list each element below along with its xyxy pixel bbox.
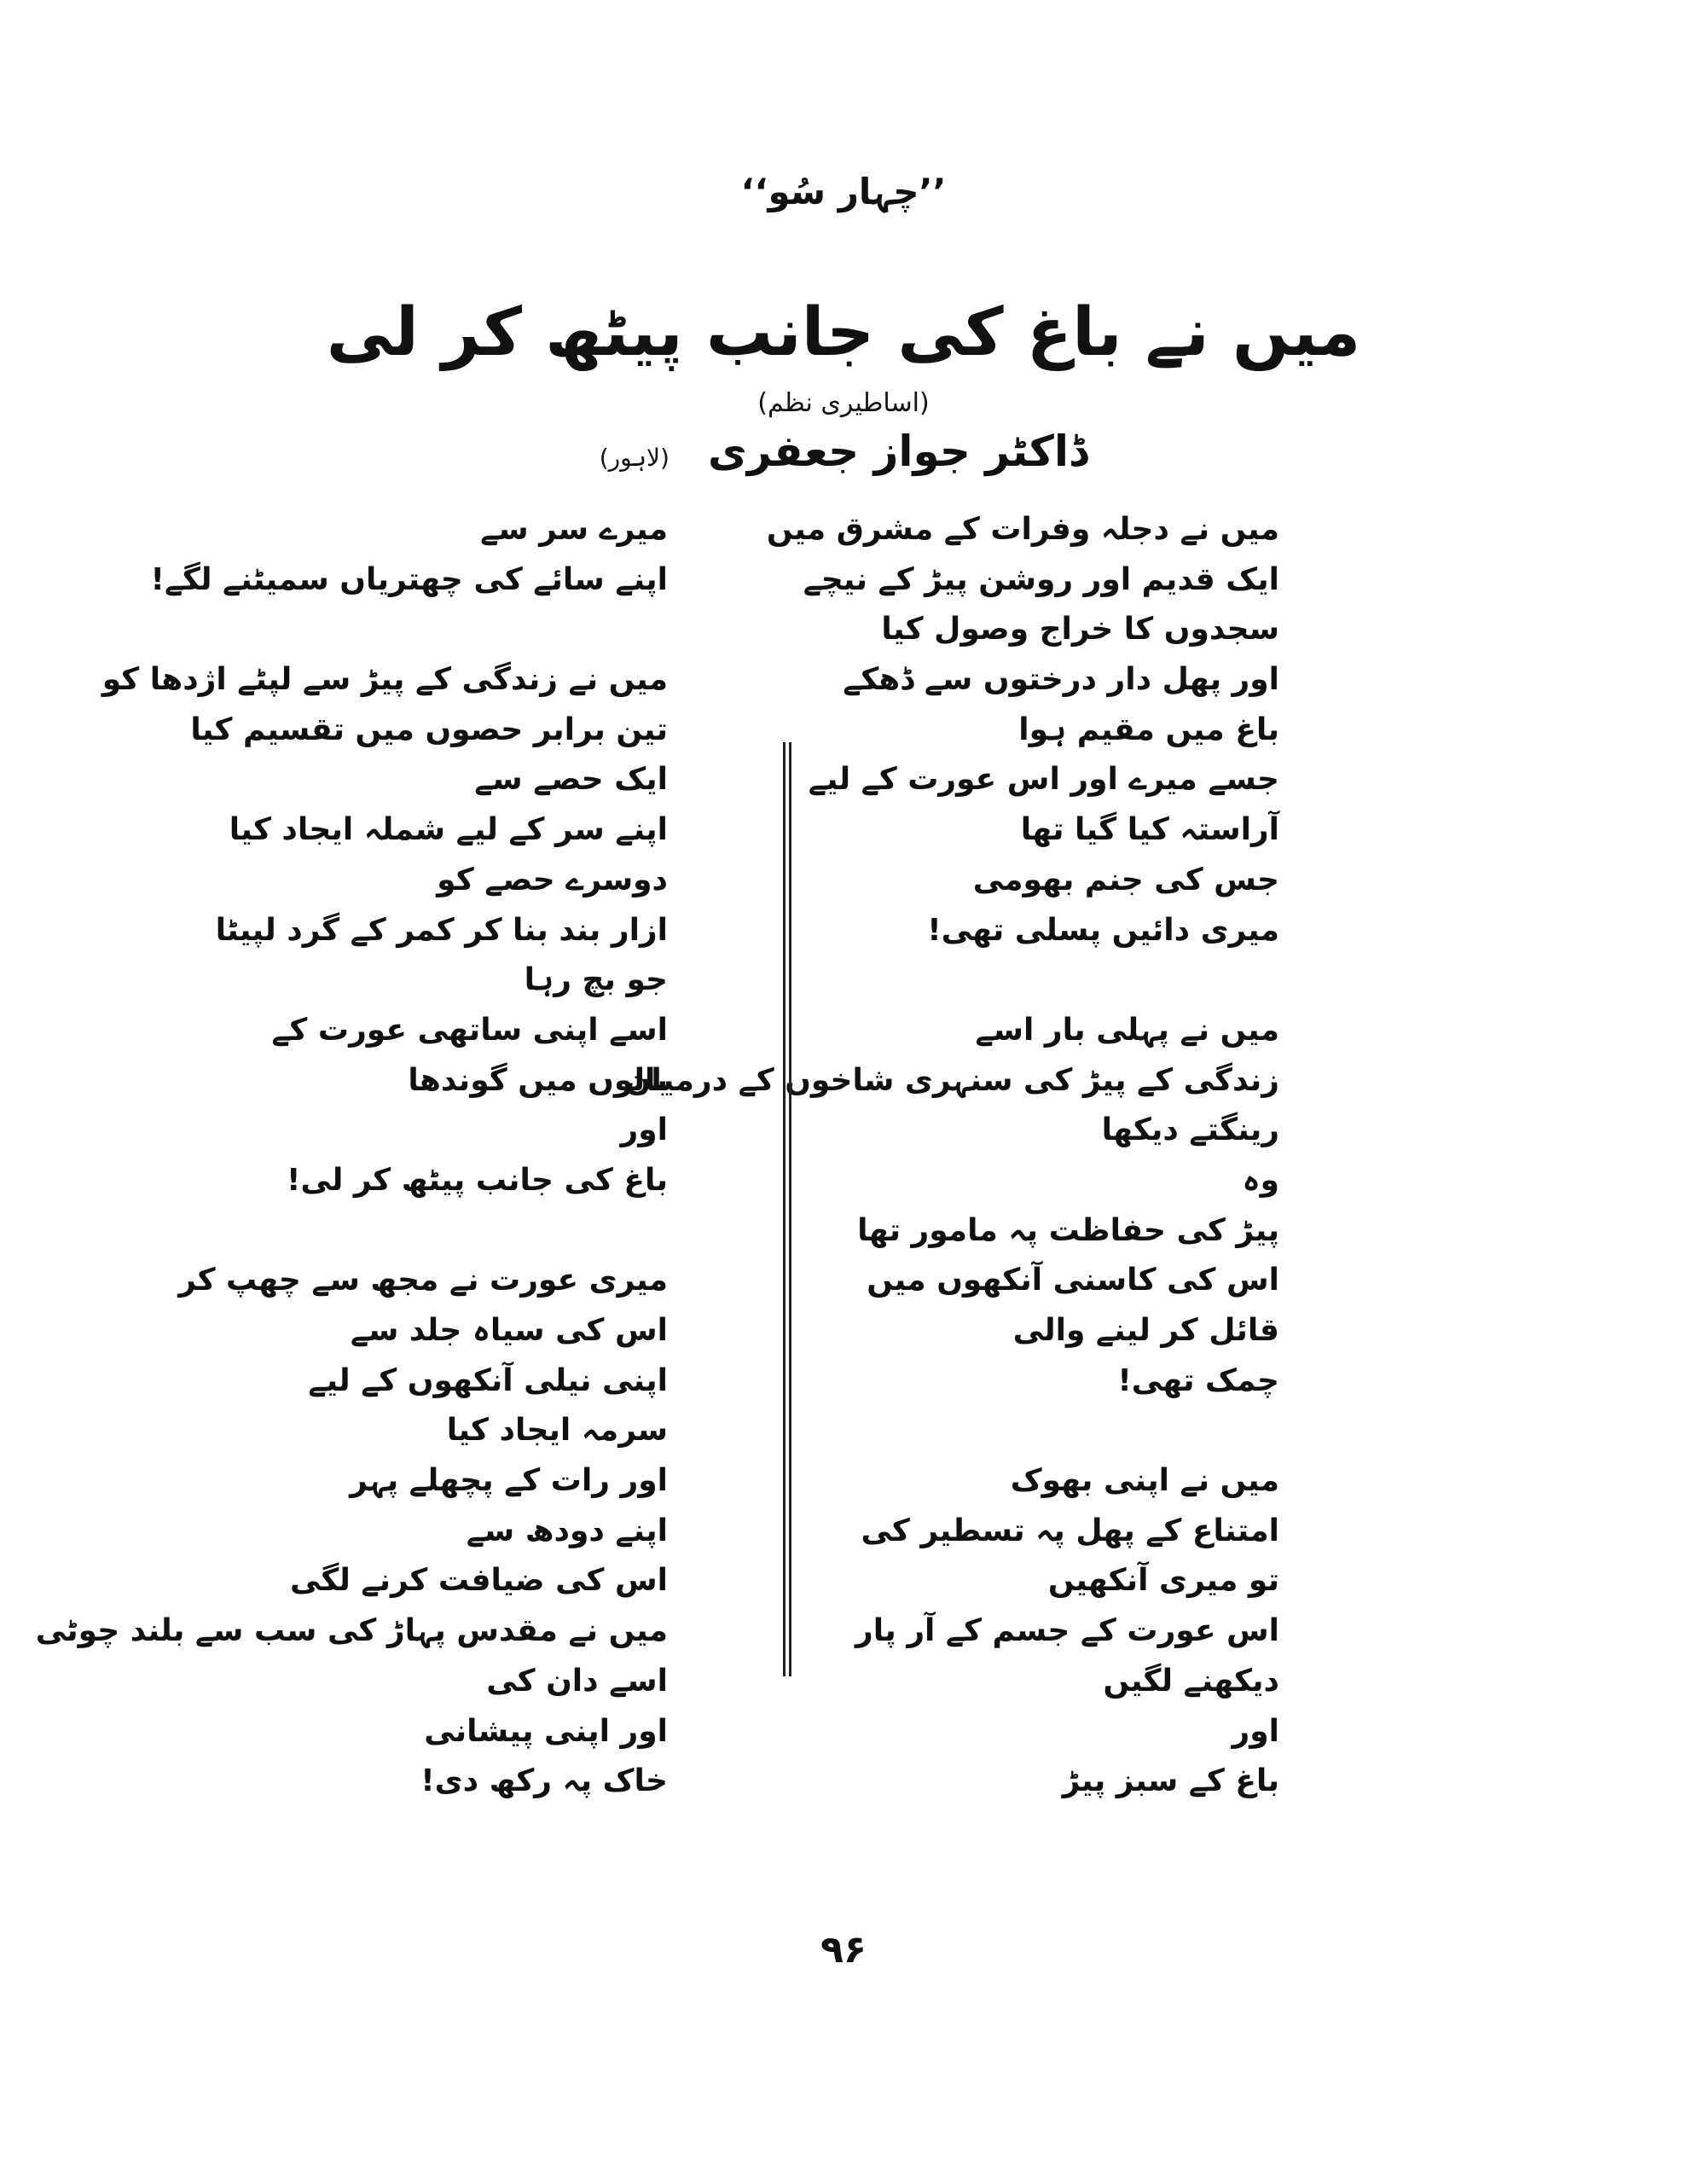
author-city: (لاہور) bbox=[599, 444, 670, 472]
poem-line: باغ کی جانب پیٹھ کر لی! bbox=[286, 1162, 668, 1198]
poem-line: آراستہ کیا گیا تھا bbox=[1020, 812, 1279, 848]
poem-line: تو میری آنکھیں bbox=[1047, 1563, 1279, 1599]
poem-line: اور bbox=[1232, 1713, 1279, 1749]
poem-line: میں نے زندگی کے پیڑ سے لپٹے اژدھا کو bbox=[101, 662, 668, 698]
poem-line: ایک حصے سے bbox=[474, 762, 668, 798]
poem-line: خاک پہ رکھ دی! bbox=[420, 1763, 668, 1799]
poem-line: زندگی کے پیڑ کی سنہری شاخوں کے درمیان bbox=[624, 1062, 1279, 1098]
poem-line: پیڑ کی حفاظت پہ مامور تھا bbox=[857, 1212, 1279, 1248]
stanza-break bbox=[802, 956, 1279, 1006]
stanza-break bbox=[293, 605, 668, 655]
poem-line: اس عورت کے جسم کے آر پار bbox=[855, 1613, 1279, 1649]
poem-line: امتناع کے پھل پہ تسطیر کی bbox=[861, 1513, 1279, 1548]
poem-line: رینگتے دیکھا bbox=[1101, 1112, 1279, 1148]
poem-line: دیکھنے لگیں bbox=[1103, 1663, 1279, 1699]
poem-line: اس کی سیاہ جلد سے bbox=[350, 1313, 668, 1348]
poem-line: بالوں میں گوندھا bbox=[408, 1062, 668, 1098]
poem-line: ازار بند بنا کر کمر کے گرد لپیٹا bbox=[215, 912, 668, 948]
poem-line: اور رات کے پچھلے پہر bbox=[350, 1463, 668, 1499]
stanza-break bbox=[802, 1406, 1279, 1456]
poem-line: اسے دان کی bbox=[486, 1663, 668, 1699]
poem-line: میں نے اپنی بھوک bbox=[1010, 1463, 1279, 1499]
poem-line: سرمہ ایجاد کیا bbox=[446, 1413, 668, 1449]
poem-column-right bbox=[624, 505, 1279, 1807]
poem-line: باغ میں مقیم ہوا bbox=[1018, 712, 1279, 747]
poem-column-left bbox=[35, 505, 668, 1807]
poem-line: دوسرے حصے کو bbox=[437, 862, 668, 897]
poem-title: میں نے باغ کی جانب پیٹھ کر لی bbox=[326, 294, 1361, 371]
poem-line: میں نے دجلہ وفرات کے مشرق میں bbox=[766, 512, 1279, 547]
poem-line: اور پھل دار درختوں سے ڈھکے bbox=[843, 662, 1279, 698]
poem-line: اپنے سر کے لیے شملہ ایجاد کیا bbox=[229, 812, 668, 848]
poem-line: میری دائیں پسلی تھی! bbox=[927, 912, 1279, 948]
poem-line: وہ bbox=[1242, 1162, 1279, 1198]
poem-line: اسے اپنی ساتھی عورت کے bbox=[271, 1012, 668, 1048]
author-line bbox=[0, 427, 1687, 476]
poem-genre: (اساطیری نظم) bbox=[757, 388, 930, 418]
poem-line: جسے میرے اور اس عورت کے لیے bbox=[808, 762, 1279, 798]
poem-line: میرے سر سے bbox=[480, 512, 668, 547]
poem-line: میں نے مقدس پہاڑ کی سب سے بلند چوٹی bbox=[35, 1613, 668, 1649]
column-divider bbox=[783, 742, 791, 1676]
poem-line: اور bbox=[620, 1112, 668, 1148]
poem-line: میری عورت نے مجھ سے چھپ کر bbox=[178, 1263, 668, 1298]
stanza-break bbox=[293, 1206, 668, 1257]
page-number: ۹۶ bbox=[820, 1928, 867, 1972]
poem-line: سجدوں کا خراج وصول کیا bbox=[881, 612, 1279, 648]
poem-line: تین برابر حصوں میں تقسیم کیا bbox=[190, 712, 668, 747]
author-name: ڈاکٹر جواز جعفری bbox=[708, 427, 1088, 476]
poem-line: اپنے دودھ سے bbox=[466, 1513, 668, 1548]
poem-line: اس کی کاسنی آنکھوں میں bbox=[867, 1263, 1279, 1298]
poem-line: میں نے پہلی بار اسے bbox=[975, 1012, 1279, 1048]
poem-line: اپنی نیلی آنکھوں کے لیے bbox=[308, 1362, 668, 1398]
poem-line: اپنے سائے کی چھتریاں سمیٹنے لگے! bbox=[150, 561, 668, 597]
poem-line: جس کی جنم بھومی bbox=[972, 862, 1279, 897]
poem-line: چمک تھی! bbox=[1117, 1362, 1279, 1398]
poem-line: ایک قدیم اور روشن پیڑ کے نیچے bbox=[803, 561, 1279, 597]
poem-line: اور اپنی پیشانی bbox=[424, 1713, 668, 1749]
poem-line: جو بچ رہا bbox=[524, 962, 668, 998]
magazine-name: ’’چہار سُو‘‘ bbox=[740, 171, 947, 212]
poem-line: اس کی ضیافت کرنے لگی bbox=[289, 1563, 668, 1599]
poem-line: باغ کے سبز پیڑ bbox=[1062, 1763, 1279, 1799]
poem-line: قائل کر لینے والی bbox=[1012, 1313, 1279, 1348]
